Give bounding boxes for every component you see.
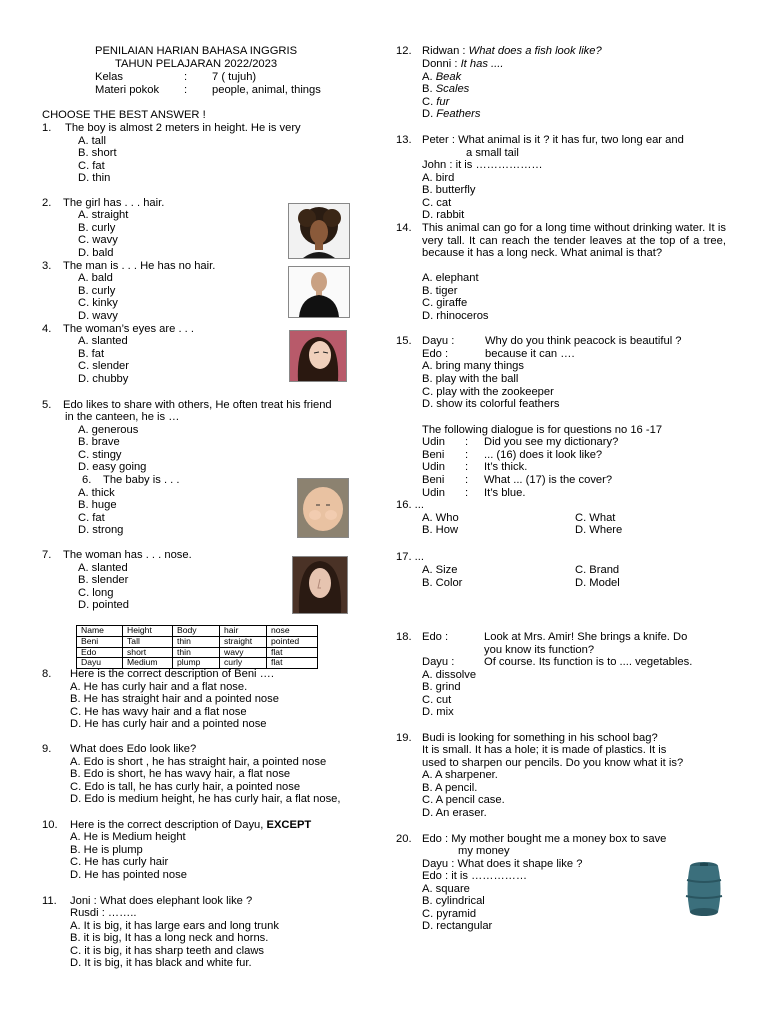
table-cell: plump [173,658,220,669]
money-box-barrel-image [683,860,725,918]
option-word: Beak [435,71,462,83]
q6-text: The baby is . . . [103,474,180,486]
students-table [76,625,318,669]
q14-option-a[interactable]: A. elephant [422,272,479,284]
q1-option-b[interactable]: B. short [78,147,117,159]
table-header-row [77,626,318,637]
q2-option-b[interactable]: B. curly [78,222,116,234]
dialogue-speaker: Udin [422,436,446,448]
q15-line-1: Why do you think peacock is beautiful ? [485,335,682,347]
dialogue-line: What ... (17) is the cover? [484,474,613,486]
dialogue-speaker: Udin [422,461,446,473]
q1-text: The boy is almost 2 meters in height. He is very [65,122,301,134]
q8-option-a[interactable]: A. He has curly hair and a flat nose. [70,681,248,693]
materi-sep: : [184,84,188,96]
fat-baby-photo [297,478,349,538]
q3-option-b[interactable]: B. curly [78,285,116,297]
q19-option-b[interactable]: B. A pencil. [422,782,478,794]
option-word: Feathers [436,108,481,120]
table-cell: flat [267,647,318,658]
q10-option-a[interactable]: A. He is Medium height [70,831,186,843]
dialogue-sep: : [465,474,469,486]
q16-option-d[interactable]: D. Where [575,524,623,536]
q2-number: 2. [42,197,52,209]
q9-text: What does Edo look like? [70,743,197,755]
q15-option-c[interactable]: C. play with the zookeeper [422,386,554,398]
table-cell: thin [173,636,220,647]
q18-line-1b: you know its function? [484,644,595,656]
q8-option-b[interactable]: B. He has straight hair and a pointed nose [70,693,279,705]
q5-option-d[interactable]: D. easy going [78,461,147,473]
q12-option-d[interactable] [422,108,480,121]
q1-option-c[interactable]: C. fat [78,160,105,172]
q20-option-a[interactable]: A. square [422,883,470,895]
curly-hair-girl-photo [288,203,350,259]
option-word: Scales [435,83,470,95]
q5-option-b[interactable]: B. brave [78,436,120,448]
q20-line-2: my money [458,845,510,857]
q6-option-d[interactable]: D. strong [78,524,124,536]
q10-text [70,819,311,832]
q18-line-2: Of course. Its function is to .... vegetables. [484,656,693,668]
q11-option-c[interactable]: C. it is big, it has sharp teeth and claws [70,945,265,957]
q1-option-d[interactable]: D. thin [78,172,111,184]
doc-title: PENILAIAN HARIAN BAHASA INGGRIS [95,45,298,57]
q8-option-c[interactable]: C. He has wavy hair and a flat nose [70,706,247,718]
q13-answer: John : it is ……………… [422,159,543,171]
table-cell: Beni [77,636,123,647]
q5-number: 5. [42,399,52,411]
dialogue-sep: : [465,449,469,461]
q12-option-c[interactable] [422,96,449,109]
q13-text-line1: Peter : What animal is it ? it has fur, two long ear and [422,134,684,146]
q10-option-b[interactable]: B. He is plump [70,844,143,856]
materi-value: people, animal, things [212,84,321,96]
q9-number: 9. [42,743,52,755]
dialogue-sep: : [465,461,469,473]
dialogue-line: It’s thick. [484,461,528,473]
option-letter: C. [422,96,437,108]
q6-number: 6. [82,474,92,486]
q11-answer: Rusdi : …….. [70,907,137,919]
table-cell: straight [220,636,267,647]
q13-option-c[interactable]: C. cat [422,197,452,209]
kelas-value: 7 ( tujuh) [212,71,257,83]
q12-option-b[interactable] [422,83,469,96]
q5-option-c[interactable]: C. stingy [78,449,122,461]
q7-option-c[interactable]: C. long [78,587,114,599]
q10-number: 10. [42,819,58,831]
q17-option-b[interactable]: B. Color [422,577,463,589]
q10-text-main: Here is the correct description of Dayu, [70,819,267,831]
table-row [77,636,318,647]
dialogue-sep: : [465,487,469,499]
q6-option-a[interactable]: A. thick [78,487,115,499]
q18-line-1: Look at Mrs. Amir! She brings a knife. Do [484,631,688,643]
q5-text-line2: in the canteen, he is … [65,411,180,423]
instruction: CHOOSE THE BEST ANSWER ! [42,109,206,121]
option-letter: B. [422,83,436,95]
q10-text-except: EXCEPT [266,819,312,831]
kelas-label: Kelas [95,71,123,83]
q3-text: The man is . . . He has no hair. [63,260,216,272]
woman-nose-photo [292,556,348,614]
table-cell: flat [267,658,318,669]
q5-option-a[interactable]: A. generous [78,424,139,436]
q2-option-d[interactable]: D. bald [78,247,114,259]
q3-option-a[interactable]: A. bald [78,272,113,284]
table-cell: Tall [123,636,173,647]
q7-text: The woman has . . . nose. [63,549,192,561]
q9-option-b[interactable]: B. Edo is short, he has wavy hair, a flat nose [70,768,291,780]
slanted-eyes-woman-photo [289,330,347,382]
q19-option-d[interactable]: D. An eraser. [422,807,487,819]
option-word: fur [436,96,450,108]
q9-option-a[interactable]: A. Edo is short , he has straight hair, a pointed nose [70,756,327,768]
q18-number: 18. [396,631,412,643]
option-letter: D. [422,108,437,120]
q12-option-a[interactable] [422,71,461,84]
q18-speaker-2: Dayu : [422,656,455,668]
q18-speaker-1: Edo : [422,631,449,643]
q19-option-c[interactable]: C. A pencil case. [422,794,505,806]
table-header-cell: Name [77,626,123,637]
q11-option-a[interactable]: A. It is big, it has large ears and long trunk [70,920,279,932]
q15-speaker-2: Edo : [422,348,449,360]
bald-man-photo [288,266,350,318]
q20-number: 20. [396,833,412,845]
table-row [77,647,318,658]
q20-option-c[interactable]: C. pyramid [422,908,477,920]
q17-number: 17. ... [396,551,424,563]
q13-text-line2: a small tail [466,147,519,159]
q13-number: 13. [396,134,412,146]
q15-speaker-1: Dayu : [422,335,455,347]
q7-option-b[interactable]: B. slender [78,574,129,586]
q10-option-d[interactable]: D. He has pointed nose [70,869,187,881]
dialogue-intro: The following dialogue is for questions no 16 -17 [422,424,663,436]
dialogue-speaker: Beni [422,474,445,486]
dialogue-line: Did you see my dictionary? [484,436,619,448]
q4-option-c[interactable]: C. slender [78,360,129,372]
table-cell: curly [220,658,267,669]
q3-option-c[interactable]: C. kinky [78,297,118,309]
q14-number: 14. [396,222,412,234]
table-cell: wavy [220,647,267,658]
q18-option-b[interactable]: B. grind [422,681,461,693]
q19-line-1: Budi is looking for something in his school bag? [422,732,658,744]
q4-option-d[interactable]: D. chubby [78,373,129,385]
q9-option-d[interactable]: D. Edo is medium height, he has curly hair, a flat nose, [70,793,341,805]
q4-text: The woman’s eyes are . . . [63,323,194,335]
q13-option-a[interactable]: A. bird [422,172,455,184]
q14-option-c[interactable]: C. giraffe [422,297,468,309]
q15-option-b[interactable]: B. play with the ball [422,373,519,385]
q12-speaker: Ridwan : [422,45,469,57]
q20-line-4: Edo : it is …………… [422,870,528,882]
q19-number: 19. [396,732,412,744]
table-header-cell: Height [123,626,173,637]
q16-option-a[interactable]: A. Who [422,512,459,524]
q5-text-line1: Edo likes to share with others, He often treat his friend [63,399,332,411]
q4-number: 4. [42,323,52,335]
q12-question-text: What does a fish look like? [468,45,602,57]
q16-number: 16. ... [396,499,424,511]
dialogue-speaker: Udin [422,487,446,499]
q15-number: 15. [396,335,412,347]
q18-option-d[interactable]: D. mix [422,706,454,718]
q19-line-3: used to sharpen our pencils. Do you know what it is? [422,757,684,769]
q14-text: This animal can go for a long time without drinking water. It is very tall. It can reach the tender leaves at the top of a tree, because it has a long neck. What animal is that? [422,222,726,260]
q11-text: Joni : What does elephant look like ? [70,895,253,907]
q7-option-a[interactable]: A. slanted [78,562,128,574]
q10-option-c[interactable]: C. He has curly hair [70,856,169,868]
q4-option-a[interactable]: A. slanted [78,335,128,347]
q20-option-b[interactable]: B. cylindrical [422,895,485,907]
q8-option-d[interactable]: D. He has curly hair and a pointed nose [70,718,267,730]
q12-answer-text: It has .... [460,58,504,70]
q20-line-1: Edo : My mother bought me a money box to save [422,833,667,845]
dialogue-line: It’s blue. [484,487,526,499]
doc-year: TAHUN PELAJARAN 2022/2023 [115,58,278,70]
q1-option-a[interactable]: A. tall [78,135,106,147]
q2-option-a[interactable]: A. straight [78,209,129,221]
table-cell: short [123,647,173,658]
q2-option-c[interactable]: C. wavy [78,234,118,246]
q16-option-c[interactable]: C. What [575,512,616,524]
table-cell: Dayu [77,658,123,669]
q19-line-2: It is small. It has a hole; it is made of plastics. It is [422,744,667,756]
table-cell: thin [173,647,220,658]
q11-number: 11. [42,895,57,907]
q19-option-a[interactable]: A. A sharpener. [422,769,498,781]
q11-option-b[interactable]: B. it is big, It has a long neck and horns. [70,932,269,944]
q8-number: 8. [42,668,52,680]
dialogue-line: ... (16) does it look like? [484,449,603,461]
q15-option-a[interactable]: A. bring many things [422,360,524,372]
q16-option-b[interactable]: B. How [422,524,459,536]
q4-option-b[interactable]: B. fat [78,348,105,360]
q11-option-d[interactable]: D. It is big, it has black and white fur. [70,957,252,969]
q15-line-2: because it can …. [485,348,575,360]
q18-option-c[interactable]: C. cut [422,694,452,706]
q20-line-3: Dayu : What does it shape like ? [422,858,583,870]
q20-option-d[interactable]: D. rectangular [422,920,493,932]
q17-option-d[interactable]: D. Model [575,577,620,589]
q6-option-b[interactable]: B. huge [78,499,117,511]
q15-option-d[interactable]: D. show its colorful feathers [422,398,560,410]
q7-number: 7. [42,549,52,561]
q13-option-b[interactable]: B. butterfly [422,184,476,196]
q18-option-a[interactable]: A. dissolve [422,669,477,681]
table-header-cell: Body [173,626,220,637]
q12-answer-label: Donni : [422,58,461,70]
q12-question [422,45,602,58]
q9-option-c[interactable]: C. Edo is tall, he has curly hair, a pointed nose [70,781,301,793]
q14-option-d[interactable]: D. rhinoceros [422,310,489,322]
q7-option-d[interactable]: D. pointed [78,599,129,611]
q14-option-b[interactable]: B. tiger [422,285,458,297]
dialogue-speaker: Beni [422,449,445,461]
q3-number: 3. [42,260,52,272]
q8-text: Here is the correct description of Beni …. [70,668,274,680]
q12-number: 12. [396,45,412,57]
dialogue-sep: : [465,436,469,448]
q12-answer [422,58,503,71]
q3-option-d[interactable]: D. wavy [78,310,118,322]
table-header-cell: hair [220,626,267,637]
materi-label: Materi pokok [95,84,160,96]
table-cell: Edo [77,647,123,658]
q17-option-c[interactable]: C. Brand [575,564,620,576]
kelas-sep: : [184,71,188,83]
q17-option-a[interactable]: A. Size [422,564,458,576]
table-cell: pointed [267,636,318,647]
q13-option-d[interactable]: D. rabbit [422,209,465,221]
q6-option-c[interactable]: C. fat [78,512,105,524]
table-cell: Medium [123,658,173,669]
option-letter: A. [422,71,436,83]
q1-number: 1. [42,122,52,134]
table-header-cell: nose [267,626,318,637]
q2-text: The girl has . . . hair. [63,197,165,209]
